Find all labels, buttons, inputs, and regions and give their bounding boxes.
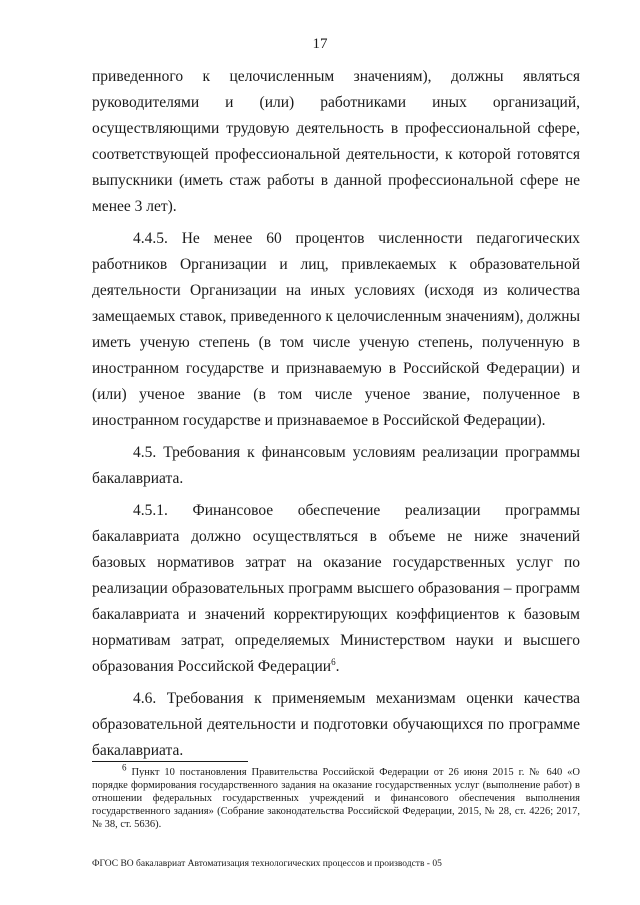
footnote (92, 762, 581, 831)
footnote-text: Пункт 10 постановления Правительства Российской Федерации от 26 июня 2015 г. № 640 «О порядке формирования государственного задания на оказание государственных услуг (выполнение работ) в отношении федеральных государственных учреждений и финансового обеспечения выполнения государственного задания» (Собрание законодательства Российской Федерации, 2015, № 28, ст. 4226; 2017, № 38, ст. 5636). (92, 767, 581, 830)
paragraph-4-6: 4.6. Требования к применяемым механизмам оценки качества образовательной деятельности и подготовки обучающихся по программе бакалавриата. (92, 690, 580, 759)
paragraph-4-4-5: 4.4.5. Не менее 60 процентов численности педагогических работников Организации и лиц, привлекаемых к образовательной деятельности Организации на иных условиях (исходя из количества замещаемых ставок, приведенного к целочисленным значениям), должны иметь ученую степень (в том числе ученую степень, полученную в иностранном государстве и признаваемую в Российской Федерации) и (или) ученое звание (в том числе ученое звание, полученное в иностранном государстве и признаваемое в Российской Федерации). (92, 230, 580, 429)
footnote-reference[interactable]: 6 (331, 656, 336, 667)
footnote-entry (92, 762, 581, 831)
paragraph-continuation: приведенного к целочисленным значениям), должны являться руководителями и (или) работниками иных организаций, осуществляющими трудовую деятельность в профессиональной сфере, соответствующей профессиональной деятельности, к которой готовятся выпускники (иметь стаж работы в данной профессиональной сфере не менее 3 лет). (92, 68, 580, 215)
paragraph-4-5: 4.5. Требования к финансовым условиям реализации программы бакалавриата. (92, 444, 580, 487)
document-footer: ФГОС ВО бакалавриат Автоматизация технологических процессов и производств - 05 (92, 859, 442, 869)
page-number: 17 (312, 36, 328, 52)
document-body (92, 64, 580, 770)
footnote-divider (92, 761, 248, 762)
paragraph-4-5-1-text: 4.5.1. Финансовое обеспечение реализации программы бакалавриата должно осуществляться в объеме не ниже значений базовых нормативов затрат на оказание государственных услуг по реализации образовательных программ высшего образования – программ бакалавриата и значений корректирующих коэффициентов к базовым нормативам затрат, определяемых Министерством науки и высшего образования Российской Федерации (92, 502, 580, 675)
footnote-marker: 6 (122, 762, 127, 773)
paragraph-4-5-1-end: . (335, 658, 340, 675)
paragraph-4-5-1 (92, 498, 580, 680)
